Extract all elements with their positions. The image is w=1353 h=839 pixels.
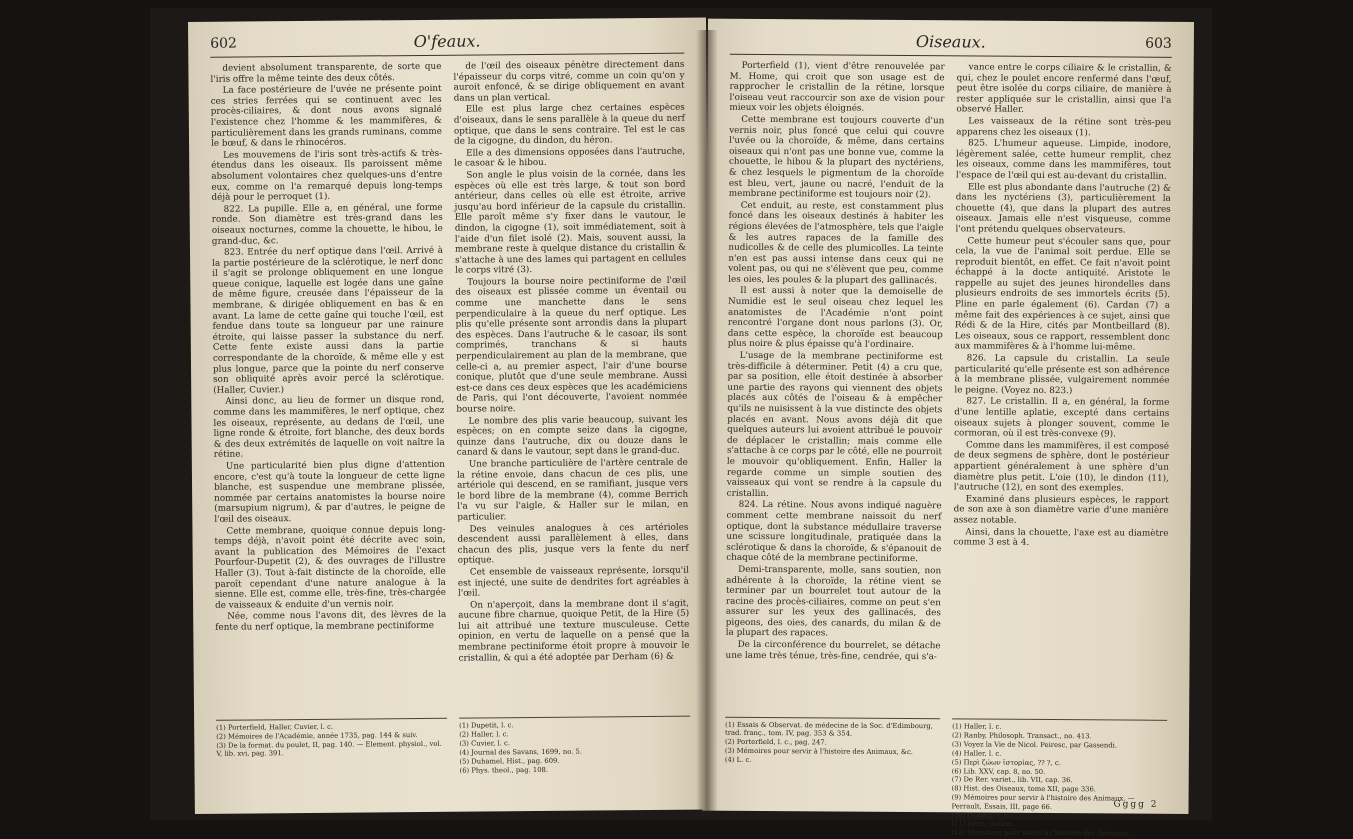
page-number-left: 602 (210, 35, 237, 52)
paragraph: Le nombre des plis varie beaucoup, suivant les espèces; on en compte seize dans la cigogne, quinze dans l'autruche, dix ou douze dans le canard & dans le vautour, sept dans le grand-duc. (456, 414, 688, 459)
footnote: (11) Idem, ibidem. (951, 819, 1016, 829)
paragraph: Toujours la bourse noire pectiniforme de l'œil des oiseaux est plissée comme un éventail ou comme une manchette dans le sens perpendiculaire à la queue du nerf optique. Les plis qu'elle présente sont arrondis dans la plupart des espèces. Dans l'autruche & le casoar, ils sont comprimés, tranchans & si hauts perpendiculairement au plan de la membrane, que celle-ci a, au premier aspect, l'air d'une bourse conique, plutôt que d'une seule membrane. Aussi est-ce dans ces deux espèces que les académiciens de Paris, qui l'ont découverte, l'avoient nommée bourse noire. (455, 275, 688, 415)
paragraph: Les vaisseaux de la rétine sont très-peu apparens chez les oiseaux (1). (956, 116, 1172, 138)
page-number-right: 603 (1145, 35, 1172, 52)
paragraph: Cet enduit, au reste, est constamment plus foncé dans les oiseaux destinés à habiter les régions élevées de l'atmosphère, tels que l'aigle & les autres rapaces de la famille des nudicolles & de celle des plumicolles. La teinte n'en est pas aussi intense dans ceux qui ne volent pas, ou qui ne s'élèvent que peu, comme les oies, les poules & la plupart des gallinacés. (728, 200, 944, 287)
footnote: (2) Ranby, Philosoph. Transact., no. 413. (951, 731, 1092, 741)
paragraph: Porterfield (1), vient d'être renouvelée par M. Home, qui croit que son usage est de rapprocher le cristallin de la rétine, lorsque l'oiseau veut raccourcir son axe de vision pour mieux voir les objets éloignés. (729, 60, 945, 115)
paragraph: de l'œil des oiseaux pénètre directement dans l'épaisseur du corps vitré, comme un coin qu'on y auroit enfoncé, & se dirige obliquement en avant dans un plan vertical. (453, 59, 685, 104)
left-footnotes-col-2 (459, 716, 691, 806)
paragraph: 822. La pupille. Elle a, en général, une forme ronde. Son diamètre est très-grand dans les oiseaux nocturnes, comme la chouette, le hibou, le grand-duc, &c. (211, 202, 443, 247)
left-page-header (210, 28, 684, 58)
footnote: (1) Essais & Observat. de médecine de la Soc. d'Edimbourg, trad. franç., tom. IV, pag. 353 & 354. (724, 720, 933, 739)
paragraph: 825. L'humeur aqueuse. Limpide, inodore, légèrement salée, cette humeur remplit, chez les oiseaux, comme dans les mammifères, tout l'espace de l'œil qui est au-devant du cristallin. (955, 138, 1172, 182)
running-title-right: Oiseaux. (915, 32, 986, 52)
footnote: (4) Haller, l. c. (951, 749, 1002, 758)
footnote: (2) Porterfield, l. c., pag. 247. (724, 738, 827, 747)
paragraph: L'usage de la membrane pectiniforme est très-difficile à déterminer. Petit (4) a cru que, par sa position, elle étoit destinée à absorber une partie des rayons qui viennent des objets placés aux côtés de l'oiseau & à empêcher qu'ils ne nuisissent à la vue distincte des objets placés en avant. Nous avons déjà dit que quelques auteurs lui avoient attribué le pouvoir de déplacer le cristallin; mais comme elle s'attache à ce corps par le côté, elle ne pourroit le mouvoir qu'obliquement. Enfin, Haller la regarde comme un simple soutien des vaisseaux qui vont se rendre à la capsule du cristallin. (726, 350, 943, 499)
paragraph: Cette humeur peut s'écouler sans que, pour cela, la vue de l'animal soit perdue. Elle se reproduit bientôt, en effet. Ce fait n'avoit point échappé à la docte antiquité. Aristote le rappelle au sujet des jeunes hirondelles dans plusieurs endroits de ses immortels écrits (5). Pline en parle également (6). Cardan (7) a même fait des expériences à ce sujet, ainsi que Rédi & de la Hire, cités par Montbeillard (8). Les oiseaux, sous ce rapport, ressemblent donc aux mammifères & à l'homme lui-même. (954, 235, 1171, 354)
paragraph: Ainsi donc, au lieu de former un disque rond, comme dans les mammifères, le nerf optique, chez les oiseaux, représente, au dedans de l'œil, une ligne ronde & étroite, fort blanche, des deux bords & des deux extrémités de laquelle on voit naître la rétine. (213, 395, 445, 461)
paragraph: 823. Entrée du nerf optique dans l'œil. Arrivé à la partie postérieure de la sclérotique, le nerf donc il s'agit se prolonge obliquement en une longue queue conique, laquelle est logée dans une gaîne de même figure, creusée dans l'épaisseur de la membrane, & dirigée obliquement en bas & en avant. La lame de cette gaîne qui touche l'œil, est fendue dans toute sa longueur par une rainure étroite, qui laisse passer la substance du nerf. Cette fente existe aussi dans la partie correspondante de la choroïde, & même elle y est plus longue, parce que la pointe du nerf conserve son obliquité après avoir percé la sclérotique. (Haller, Cuvier.) (212, 245, 445, 396)
footnote: (1) Porterfield, Haller, Cuvier, l. c. (216, 722, 334, 732)
footnote: (12) Mémoires pour servir à l'histoire des Animaux. (951, 828, 1130, 838)
paragraph: Une branche particulière de l'artère centrale de la rétine envoie, dans chacun de ces plis, une artériole qui descend, en se ramifiant, jusque vers le bord libre de la membrane (4), comme Berrich l'a vu sur l'aigle, & Haller sur le milan, en particulier. (456, 457, 689, 523)
paragraph: Cet ensemble de vaisseaux représente, lorsqu'il est injecté, une suite de dendrites fort agréables à l'œil. (457, 565, 689, 599)
footnote: (3) Voyez la Vie de Nicol. Peiresc, par Gassendi. (951, 740, 1118, 750)
paragraph: Des veinules analogues à ces artérioles descendent aussi parallèlement à elles, dans chacun des plis, jusque vers la fente du nerf optique. (457, 522, 689, 566)
right-page-header (730, 29, 1172, 58)
footnote: (10) Dupetit, l. c. (951, 810, 1011, 820)
footnote: (7) De Rer. variet., lib. VII, cap. 36. (951, 775, 1073, 785)
left-page (188, 17, 713, 813)
footnote: (6) Phys. theol., pag. 108. (459, 765, 549, 775)
right-footnotes-col-2 (951, 718, 1168, 838)
footnote: (3) De la format. du poulet, II, pag. 140. — Element. physiol., vol. V, lib. xvi, pag. 391. (216, 739, 442, 758)
right-column-1 (725, 61, 945, 712)
footnote: (2) Haller, l. c. (459, 730, 509, 739)
footnote: (3) Mémoires pour servir à l'histoire des Animaux, &c. (724, 746, 914, 757)
running-title-left: O'feaux. (413, 31, 481, 52)
right-column-2 (952, 62, 1172, 713)
footnote: (6) Lib. XXV, cap. 8, no. 50. (951, 766, 1046, 776)
right-page-columns (725, 61, 1172, 714)
paragraph: Examiné dans plusieurs espèces, le rapport de son axe à son diamètre varie d'une manière assez notable. (953, 494, 1169, 526)
footnote: (4) Journal des Savans, 1699, no. 5. (459, 747, 583, 757)
footnote: (1) Haller, l. c. (952, 722, 1002, 731)
left-footnotes-col-1 (216, 718, 448, 808)
paragraph: Cette membrane est toujours couverte d'un vernis noir, plus foncé que celui qui couvre l'uvée ou la choroïde, & même, dans certains oiseaux qui n'ont pas une bonne vue, comme la chouette, le hibou & la plupart des nyctériens, & chez lesquels le pigmentum de la choroïde est bleu, vert, jaune ou nacré, l'enduit de la membrane pectiniforme est toujours noir (2). (728, 114, 945, 201)
paragraph: vance entre le corps ciliaire & le cristallin, & qui, chez le poulet encore renfermé dans l'œuf, peut être isolée du corps ciliaire, de manière à rester appliquée sur le cristallin, ainsi que l'a observé Haller. (956, 62, 1172, 116)
right-footnotes-col-1 (725, 717, 941, 806)
paragraph: 824. La rétine. Nous avons indiqué naguère comment cette membrane naissoit du nerf optique, dont la substance médullaire traverse une scissure longitudinale, pratiquée dans la sclérotique & dans la choroïde, & s'épanouit de chaque côté de la membrane pectiniforme. (726, 500, 942, 565)
paragraph: 827. Le cristallin. Il a, en général, la forme d'une lentille aplatie, excepté dans certains oiseaux sujets à plonger souvent, comme le cormoran, où il est très-convexe (9). (954, 396, 1170, 440)
right-page (702, 19, 1194, 838)
footnote: (8) Hist. des Oiseaux, tome XII, page 336. (951, 784, 1097, 794)
paragraph: On n'aperçoit, dans la membrane dont il s'agit, aucune fibre charnue, quoique Petit, de la Hire (5) lui ait attribué une texture musculeuse. Cette opinion, en vertu de laquelle on a pensé que la membrane pectiniforme étoit propre à mouvoir le cristallin, & qui a été adoptée par Derham (6) & (458, 598, 690, 664)
paragraph: Elle a des dimensions opposées dans l'autruche, le casoar & le hibou. (454, 146, 686, 170)
paragraph: 826. La capsule du cristallin. La seule particularité qu'elle présente est son adhérence à la membrane plissée, vulgairement nommée le peigne. (Voyez no. 823.) (954, 353, 1170, 396)
footnote: (5) Περὶ ζώων ἱστορίας, ?? ?, c. (951, 757, 1061, 767)
paragraph: Demi-transparente, molle, sans soutien, non adhérente à la choroïde, la rétine vient se terminer par un bourrelet tout autour de la racine des procès-ciliaires, comme on peut s'en assurer sur les yeux des gallinacés, des pigeons, des oies, des canards, du milan & de la plupart des rapaces. (725, 564, 942, 639)
paragraph: Les mouvemens de l'iris sont très-actifs & très-étendus dans les oiseaux. Ils paroissent même absolument volontaires chez quelques-uns d'entre eux, comme on l'a remarqué depuis long-temps déjà pour le perroquet (1). (211, 148, 443, 203)
paragraph: Née, comme nous l'avons dit, des lèvres de la fente du nerf optique, la membrane pectiniforme (215, 610, 447, 633)
footnote: (1) Dupetit, l. c. (459, 721, 514, 730)
paragraph: Elle est plus large chez certaines espèces d'oiseaux, dans le sens parallèle à la queue du nerf optique, que dans le sens contraire. Tel est le cas de la cigogne, du dindon, du héron. (453, 103, 685, 147)
footnote: (3) Cuvier, l. c. (459, 739, 511, 748)
signature-mark: Gggg 2 (1113, 799, 1159, 810)
footnote: (2) Mémoires de l'Académie, année 1735, pag. 144 & suiv. (216, 730, 418, 741)
paragraph: La face postérieure de l'uvée ne présente point ces stries ferrées qui se continuent avec les procès-ciliaires, & dont nous avons signalé l'existence chez l'homme & les mammifères, & particulièrement dans les grands ruminans, comme le bœuf, & dans le rhinocéros. (210, 83, 443, 149)
paragraph: Il est aussi à noter que la demoiselle de Numidie est le seul oiseau chez lequel les anatomistes de l'Académie n'ont point rencontré l'organe dont nous parlons (3). Or, dans cette espèce, la choroïde est beaucoup plus noire & plus épaisse qu'à l'ordinaire. (727, 286, 944, 351)
footnote: (4) L. c. (724, 755, 752, 765)
paragraph: Elle est plus abondante dans l'autruche (2) & dans les nyctériens (3), particulièrement la chouette (4), que dans la plupart des autres oiseaux. Jamais elle n'est visqueuse, comme l'ont prétendu quelques observateurs. (955, 181, 1171, 236)
paragraph: Comme dans les mammifères, il est composé de deux segmens de sphère, dont le postérieur appartient généralement à une sphère d'un diamètre plus petit. L'oie (10), le dindon (11), l'autruche (12), en sont des exemples. (953, 440, 1170, 494)
left-column-1 (210, 62, 447, 714)
footnote: (5) Duhamel, Hist., pag. 609. (459, 756, 560, 766)
right-footnotes (724, 717, 1168, 838)
left-footnotes (216, 716, 691, 808)
paragraph: devient absolument transparente, de sorte que l'iris offre la même teinte des deux côtés. (210, 61, 442, 85)
paragraph: Son angle le plus voisin de la cornée, dans les espèces où elle est très large, & tout son bord antérieur, dans celles où elle est étroite, arrive jusqu'au bord inférieur de la capsule du cristallin. Elle paroît même s'y fixer dans le vautour, le dindon, la cigogne (1), soit immédiatement, soit à l'aide d'un filet isolé (2). Mais, souvent aussi, la membrane reste à quelque distance du cristallin & s'attache à une des lames qui partagent en cellules le corps vitré (3). (454, 168, 687, 276)
paragraph: Ainsi, dans la chouette, l'axe est au diamètre comme 3 est à 4. (953, 526, 1169, 548)
paragraph: Une particularité bien plus digne d'attention encore, c'est qu'à toute la longueur de cette ligne blanche, est suspendue une membrane plissée, nommée par certains anatomistes la bourse noire (marsupium nigrum), & par d'autres, le peigne de l'œil des oiseaux. (213, 459, 446, 525)
left-column-2 (453, 60, 690, 712)
left-page-columns (210, 60, 690, 714)
footnote: (9) Mémoires pour servir à l'histoire des Animaux. — Perrault, Essais, III, page 66. (951, 793, 1135, 811)
paragraph: De la circonférence du bourrelet, se détache une lame très ténue, très-fine, cendrée, qui s'a- (725, 639, 941, 662)
paragraph: Cette membrane, quoique connue depuis long-temps déjà, n'avoit point été décrite avec soin, avant la publication des Mémoires de l'exact Pourfour-Dupetit (2), & des ouvrages de l'illustre Haller (3). Tout à-fait distincte de la choroïde, elle paroît cependant d'une nature analogue à la sienne. Elle est, comme elle, très-fine, très-chargée de vaisseaux & enduite d'un vernis noir. (214, 524, 447, 611)
